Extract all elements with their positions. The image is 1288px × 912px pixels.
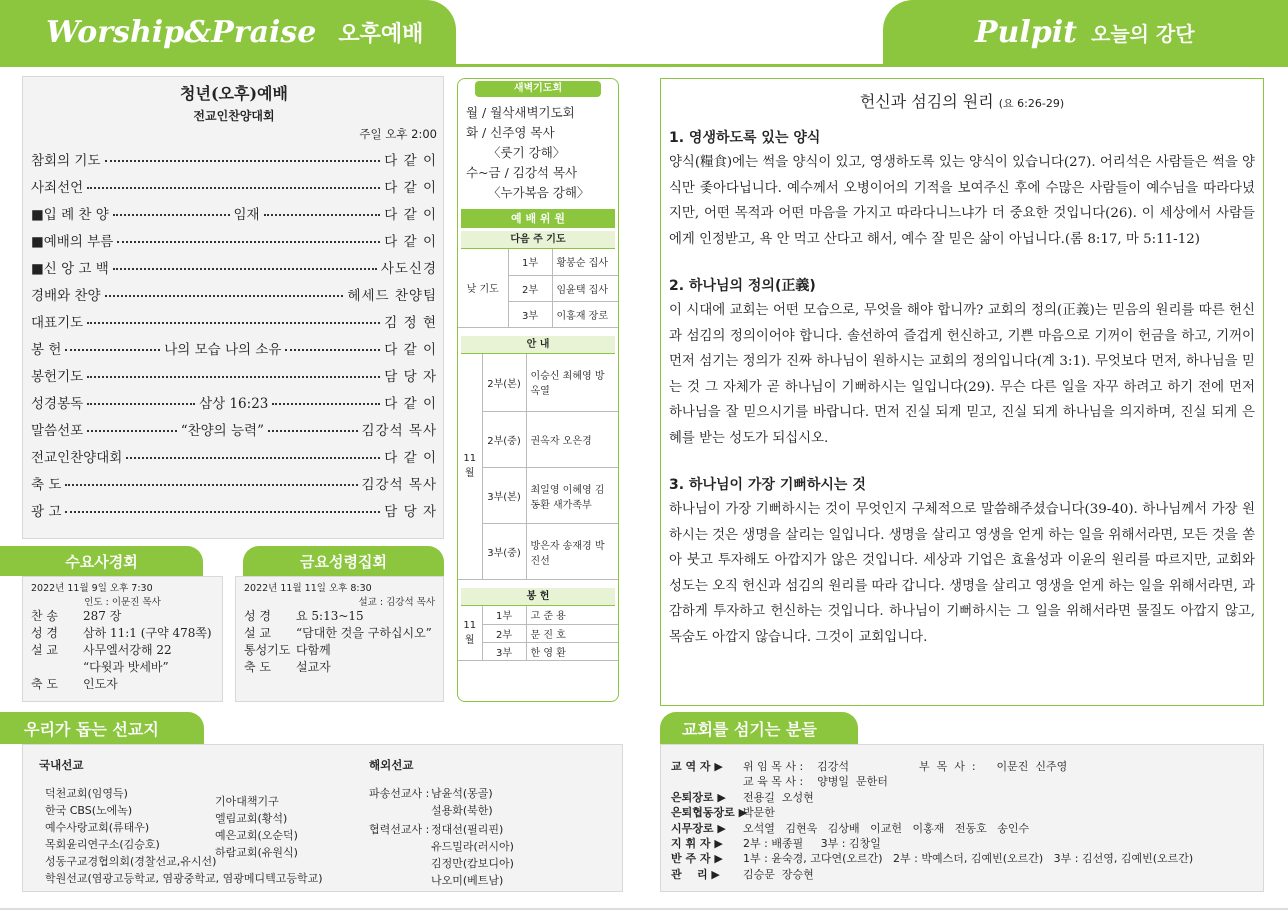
- wed-tab: [0, 546, 203, 576]
- staff-panel: [660, 744, 1264, 892]
- prayer-label: 낮 기도: [458, 249, 508, 327]
- prayer-table: [458, 249, 618, 328]
- mission-item: 예수사랑교회(류태우): [45, 821, 150, 834]
- order-row: [31, 142, 437, 169]
- order-row: [31, 466, 437, 493]
- order-detail: 사무엘서강해 22: [83, 643, 172, 657]
- cell-names: 문 진 호: [526, 624, 618, 642]
- order-item: ■예배의 부름: [31, 234, 114, 250]
- youth-order-list: [31, 142, 437, 520]
- order-row: [31, 250, 437, 277]
- order-leader: 다 같 이: [384, 342, 437, 358]
- cell-names: 한 영 환: [526, 642, 618, 660]
- order-item: 찬 송: [31, 609, 58, 623]
- order-item: 대표기도: [31, 315, 84, 331]
- youth-service-subtitle: 전교인찬양대회: [193, 109, 275, 123]
- fri-date: 2022년 11월 11일 오후 8:30: [244, 583, 372, 594]
- staff-role: 은퇴협동장로 ▶: [671, 806, 748, 820]
- cell-part: 1부: [482, 606, 526, 624]
- cell-names: 방은자 송재경 박진선: [526, 524, 618, 580]
- staff-row: [671, 790, 1253, 805]
- order-detail: 삼상 16:23: [199, 396, 269, 412]
- order-leader: 다 같 이: [384, 153, 437, 169]
- mission-item: 목회윤리연구소(김승호): [45, 838, 160, 851]
- dawn-line: 화 / 신주영 목사: [466, 125, 555, 140]
- wed-date: 2022년 11월 9일 오후 7:30: [31, 583, 153, 594]
- order-detail: “담대한 것을 구하십시오”: [296, 626, 432, 640]
- order-row: [244, 642, 435, 659]
- domestic-title: 국내선교: [39, 758, 84, 772]
- order-item: 경배와 찬양: [31, 288, 101, 304]
- pulpit-logo: Pulpit: [975, 14, 1077, 50]
- staff-role: 시무장로 ▶: [671, 821, 726, 835]
- section-body: 이 시대에 교회는 어떤 모습으로, 무엇을 해야 합니까? 교회의 정의(正義)는 믿음의 원리를 따른 헌신과 섬김의 정의이어야 합니다. 솔선하여 즐겁게 헌신하고, 기쁜 마음으로 기꺼이 헌금을 하고, 기꺼이 먼저 섬기는 정의가 진짜 하나님이 원하시는 교회의 정의입니다(계 3:1). 무엇보다 먼저, 하나님을 믿는 것 그 자체가 곧 하나님이 기뻐하시는 일입니다(29). 무슨 다른 일을 자꾸 하려고 하기 전에 먼저 하나님을 잘 믿으시기를 바랍니다. 먼저 진실 되게 믿고, 진실 되게 하나님을 의지하며, 진실 되게 은혜를 받는 성도가 되십시오.: [669, 303, 1255, 446]
- committee-title: 예 배 위 원: [461, 209, 615, 228]
- dawn-line: 〈룻기 강해〉: [488, 145, 566, 160]
- international-missions: [369, 757, 609, 891]
- dawn-line: 월 / 월삭새벽기도회: [466, 105, 575, 120]
- staff-names: 교 육 목 사 : 양병일 문한터: [743, 775, 888, 789]
- staff-row: [671, 774, 1253, 789]
- intl-names: [431, 785, 493, 819]
- fri-leader: 설교 : 김강석 목사: [358, 597, 435, 608]
- staff-list: [671, 759, 1253, 882]
- staff-names: 김승문 장승현: [743, 867, 814, 881]
- order-detail: “다윗과 밧세바”: [83, 660, 169, 674]
- order-item: 봉 헌: [31, 342, 62, 358]
- order-item: 전교인찬양대회: [31, 450, 123, 466]
- dot-leader: [87, 322, 380, 324]
- guide-month: 11월: [458, 354, 482, 580]
- order-item: ■신 앙 고 백: [31, 261, 109, 277]
- section-body: 양식(糧食)에는 썩을 양식이 있고, 영생하도록 있는 양식이 있습니다(27). 어리석은 사람들은 썩을 양식만 좇아다닙니다. 예수께서 오병이어의 기적을 보여주신 후에 수많은 사람들이 예수님을 따라다녔지만, 어떤 목적과 어떤 마음을 가지고 따라다니느냐가 더 중요한 것입니다(26). 이 세상에서 사람들에게 인정받고, 욕 안 먹고 산다고 해서, 예수 잘 믿은 삶이 아닙니다.(롬 8:17, 마 5:11-12): [669, 155, 1255, 247]
- offer-table: [458, 606, 618, 661]
- wed-leader: 인도 : 이문진 목사: [84, 597, 161, 608]
- intl-list: [369, 785, 609, 889]
- order-item: 성경봉독: [31, 396, 84, 412]
- mission-item: 나오미(베트남): [431, 874, 504, 887]
- cell-part: 3부: [482, 642, 526, 660]
- order-leader: 사도신경: [380, 261, 437, 277]
- order-row: [31, 625, 214, 642]
- order-leader: 담 당 자: [384, 369, 437, 385]
- order-row: [31, 196, 437, 223]
- order-item: 축 도: [244, 660, 271, 674]
- sermon-heading: [669, 89, 1255, 112]
- cell-part: 3부: [508, 301, 552, 327]
- order-leader: 김 정 현: [384, 315, 437, 331]
- pulpit-title: 오늘의 강단: [1091, 21, 1195, 46]
- mission-item: 성동구교경협의회(경찰선교,유시선): [45, 855, 217, 868]
- order-item: 봉헌기도: [31, 369, 84, 385]
- section-heading: 1. 영생하도록 있는 양식: [669, 130, 821, 146]
- staff-names: 전용길 오성현: [743, 790, 814, 804]
- order-leader: 다 같 이: [384, 450, 437, 466]
- order-row: [31, 439, 437, 466]
- cell-part: 2부: [482, 624, 526, 642]
- mission-item: 정대선(필리핀): [431, 823, 504, 836]
- intl-title: 해외선교: [369, 758, 414, 772]
- order-row: [31, 223, 437, 250]
- fri-tab: [243, 546, 444, 576]
- order-detail: 삼하 11:1 (구약 478쪽): [83, 626, 212, 640]
- mission-item: 하람교회(유원식): [215, 846, 298, 859]
- dot-leader: [113, 268, 377, 270]
- order-detail: 나의 모습 나의 소유: [164, 342, 282, 358]
- sermon-title: 헌신과 섬김의 원리: [859, 92, 994, 111]
- order-item: 성 경: [244, 609, 271, 623]
- youth-service-panel: [22, 76, 444, 539]
- dot-leader: [87, 430, 177, 432]
- section-heading: 2. 하나님의 정의(正義): [669, 278, 816, 294]
- order-leader: 헤세드 찬양팀: [347, 288, 437, 304]
- middle-column: [457, 78, 619, 702]
- mission-item: 덕천교회(임영득): [45, 787, 128, 800]
- order-row: [31, 304, 437, 331]
- order-item: ■입 례 찬 양: [31, 207, 109, 223]
- order-item: 성 경: [31, 626, 58, 640]
- domestic-list-b: [215, 793, 298, 861]
- mission-item: 예은교회(오순덕): [215, 829, 298, 842]
- staff-names: 위 임 목 사 : 김강석 부 목 사 : 이문진 신주영: [743, 760, 1068, 773]
- staff-names: 박문한: [743, 806, 775, 820]
- missions-panel: [22, 744, 623, 892]
- mission-item: 한국 CBS(노에녹): [45, 804, 133, 817]
- order-row: [31, 493, 437, 520]
- mission-item: 기아대책기구: [215, 795, 279, 808]
- staff-title: 교회를 섬기는 분들: [682, 719, 817, 739]
- cell-names: 이승신 최혜영 방옥열: [526, 354, 618, 412]
- order-detail: 인도자: [83, 677, 118, 691]
- order-item: 말씀선포: [31, 423, 84, 439]
- order-leader: 다 같 이: [384, 207, 437, 223]
- order-detail: 요 5:13~15: [296, 609, 364, 623]
- staff-role: 교 역 자 ▶: [671, 760, 723, 773]
- dawn-lines: [458, 97, 618, 209]
- dot-leader: [65, 349, 160, 351]
- intl-names: [431, 821, 514, 889]
- youth-service-title: 청년(오후)예배: [180, 84, 288, 103]
- order-row: [31, 331, 437, 358]
- cell-part: 3부(본): [482, 468, 526, 524]
- guide-title: 안 내: [461, 336, 615, 354]
- sermon-sections: [669, 126, 1255, 650]
- order-item: 참회의 기도: [31, 153, 101, 169]
- order-item: 축 도: [31, 677, 58, 691]
- worship-header: [0, 0, 456, 64]
- header-line: [0, 64, 1288, 67]
- order-row: [244, 659, 435, 676]
- order-row: [31, 608, 214, 625]
- order-item: 광 고: [31, 504, 62, 520]
- cell-names: 최일영 이혜영 김동환 새가족부: [526, 468, 618, 524]
- fri-order-list: [244, 608, 435, 676]
- cell-part: 1부: [508, 249, 552, 275]
- order-row: [244, 625, 435, 642]
- offer-title: 봉 헌: [461, 588, 615, 606]
- staff-row: [671, 759, 1253, 774]
- order-item: 설 교: [31, 643, 58, 657]
- dot-leader: [87, 187, 380, 189]
- prayer-title: 다음 주 기도: [461, 231, 615, 249]
- dot-leader: [113, 214, 230, 216]
- mission-item: 엘림교회(황석): [215, 812, 288, 825]
- mission-item: 유드밀라(러시아): [431, 840, 514, 853]
- staff-role: 지 휘 자 ▶: [671, 837, 723, 851]
- dawn-line: 수~금 / 김강석 목사: [466, 165, 578, 180]
- wed-panel: [22, 576, 223, 702]
- intl-group: [369, 785, 609, 819]
- order-leader: 김강석 목사: [361, 423, 437, 439]
- dot-leader: [65, 511, 380, 513]
- pulpit-header: [883, 0, 1288, 64]
- dot-leader: [272, 403, 380, 405]
- dawn-title: 새벽기도회: [475, 81, 601, 97]
- section-heading: 3. 하나님이 가장 기뻐하시는 것: [669, 477, 866, 493]
- intl-label: 협력선교사 :: [369, 823, 430, 836]
- staff-row: [671, 821, 1253, 836]
- wed-title: 수요사경회: [65, 552, 138, 571]
- mission-item: 설용화(북한): [431, 804, 493, 817]
- order-row: [31, 659, 214, 676]
- cell-names: 고 준 용: [526, 606, 618, 624]
- cell-part: 2부: [508, 275, 552, 301]
- order-row: [31, 385, 437, 412]
- sermon-panel: [660, 78, 1264, 706]
- sermon-reference: (요 6:26-29): [998, 97, 1065, 110]
- staff-role: 은퇴장로 ▶: [671, 790, 726, 804]
- section-body: 하나님이 가장 기뻐하시는 것이 무엇인지 구체적으로 말씀해주셨습니다(39-40). 하나님께서 가장 원하시는 것은 생명을 살리는 일입니다. 생명을 살리고 영생을 얻게 하는 일을 위해서라면, 모든 것을 쏟아 붓고 투자해도 아깝지가 않은 것입니다. 세상과 기업은 효율성과 이윤의 원리를 따르지만, 교회와 성도는 오직 헌신과 섬김의 원리를 따라 갑니다. 생명을 살리고 영생을 얻게 하는 일을 위해서라면, 과감하게 투자하고 헌신하는 것입니다. 하나님이 기뻐하시는 그 일을 위해서라면 물질도 아깝지 않고, 목숨도 아깝지 않습니다. 그것이 교회입니다.: [669, 502, 1255, 645]
- order-item: 설 교: [244, 626, 271, 640]
- dawn-line: 〈누가복음 강해〉: [488, 185, 590, 200]
- dot-leader: [285, 349, 380, 351]
- guide-table: [458, 354, 618, 581]
- offer-month: 11월: [458, 606, 482, 660]
- missions-title: 우리가 돕는 선교지: [24, 719, 159, 739]
- dot-leader: [117, 241, 380, 243]
- order-detail: 287 장: [83, 609, 122, 623]
- dot-leader: [65, 484, 357, 486]
- order-item: 축 도: [31, 477, 62, 493]
- dot-leader: [264, 214, 381, 216]
- mission-item: 김정만(캄보디아): [431, 857, 514, 870]
- order-row: [31, 676, 214, 693]
- order-item: 사죄선언: [31, 180, 84, 196]
- worship-title: 오후예배: [338, 21, 424, 47]
- domestic-missions: [39, 757, 359, 887]
- dot-leader: [105, 295, 344, 297]
- staff-row: [671, 836, 1253, 851]
- order-detail: “찬양의 능력”: [180, 423, 264, 439]
- order-row: [244, 608, 435, 625]
- domestic-list-a: [45, 785, 365, 887]
- staff-tab: [660, 712, 858, 744]
- cell-names: 권옥자 오은경: [526, 412, 618, 468]
- fri-title: 금요성령집회: [300, 552, 387, 571]
- cell-names: 임윤택 집사: [552, 275, 618, 301]
- order-row: [31, 358, 437, 385]
- staff-role: 반 주 자 ▶: [671, 852, 723, 866]
- intl-group: [369, 821, 609, 889]
- staff-role: 관 리 ▶: [671, 867, 720, 881]
- order-detail: 설교자: [296, 660, 331, 674]
- dot-leader: [87, 403, 195, 405]
- cell-part: 2부(중): [482, 412, 526, 468]
- order-leader: 다 같 이: [384, 180, 437, 196]
- order-row: [31, 277, 437, 304]
- order-leader: 담 당 자: [384, 504, 437, 520]
- dot-leader: [126, 457, 380, 459]
- mission-item: 남윤석(몽골): [431, 787, 493, 800]
- missions-tab: [0, 712, 204, 744]
- cell-part: 2부(본): [482, 354, 526, 412]
- cell-part: 3부(중): [482, 524, 526, 580]
- staff-names: 1부 : 윤숙경, 고다연(오르간) 2부 : 박예스더, 김예빈(오르간) 3부 : 김선영, 김예빈(오르간): [743, 852, 1194, 866]
- dot-leader: [268, 430, 358, 432]
- cell-names: 이홍재 장로: [552, 301, 618, 327]
- staff-names: 2부 : 배종필 3부 : 김창일: [743, 837, 881, 851]
- order-detail: 임재: [233, 207, 260, 223]
- wed-order-list: [31, 608, 214, 693]
- order-item: 통성기도: [244, 643, 291, 657]
- order-row: [31, 169, 437, 196]
- intl-label: 파송선교사 :: [369, 787, 430, 800]
- order-leader: 다 같 이: [384, 234, 437, 250]
- mission-item: 학원선교(염광고등학교, 염광중학교, 염광메디텍고등학교): [45, 872, 323, 885]
- staff-names: 오석열 김현욱 김상배 이교헌 이홍재 전동호 송인수: [743, 821, 1030, 835]
- staff-row: [671, 867, 1253, 882]
- fri-panel: [235, 576, 444, 702]
- youth-service-time: 주일 오후 2:00: [359, 127, 437, 141]
- dot-leader: [105, 160, 381, 162]
- order-leader: 다 같 이: [384, 396, 437, 412]
- order-row: [31, 412, 437, 439]
- staff-row: [671, 805, 1253, 820]
- order-row: [31, 642, 214, 659]
- bottom-line: [0, 908, 1288, 910]
- staff-role: [671, 774, 743, 789]
- dot-leader: [87, 376, 380, 378]
- order-leader: 김강석 목사: [361, 477, 437, 493]
- order-detail: 다함께: [296, 643, 331, 657]
- order-item: [31, 659, 83, 676]
- cell-names: 황봉순 집사: [552, 249, 618, 275]
- worship-logo: Worship&Praise: [46, 14, 317, 50]
- staff-row: [671, 851, 1253, 866]
